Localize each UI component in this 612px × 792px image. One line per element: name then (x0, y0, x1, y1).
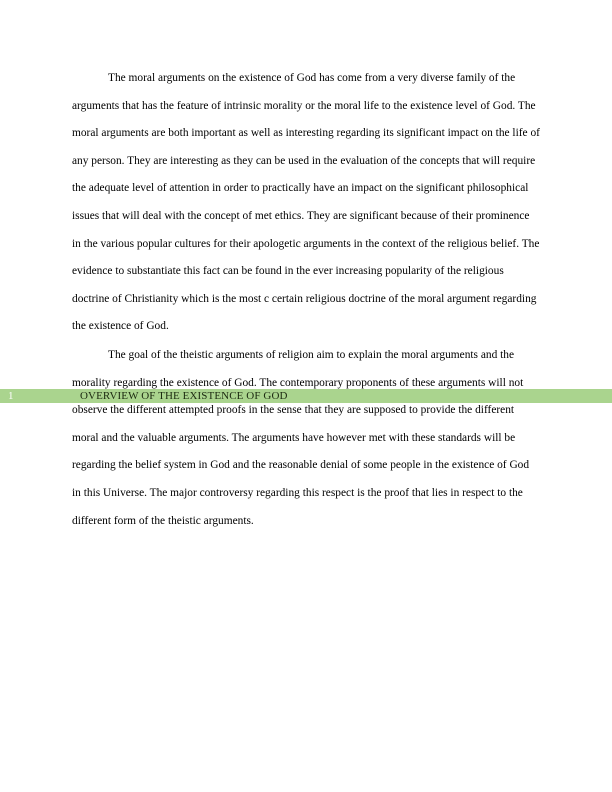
body-paragraph-1: The moral arguments on the existence of God has come from a very diverse family of the arguments that has the feature of intrinsic morality or the moral life to the existence level of God. The moral arguments are both important as well as interesting regarding its significant impact on the life of any person. They are interesting as they can be used in the evaluation of the concepts that will require the adequate level of attention in order to practically have an impact on the significant philosophical issues that will deal with the concept of met ethics. They are significant because of their prominence in the various popular cultures for their apologetic arguments in the context of the religious belief. The evidence to substantiate this fact can be found in the ever increasing popularity of the religious doctrine of Christianity which is the most c certain religious doctrine of the moral argument regarding the existence of God. (72, 72, 540, 333)
body-paragraph-2: The goal of the theistic arguments of religion aim to explain the moral arguments and the morality regarding the existence of God. The contemporary proponents of these arguments will not observe the different attempted proofs in the sense that they are supposed to provide the different moral and the valuable arguments. The arguments have however met with these standards will be regarding the belief system in God and the reasonable denial of some people in the existence of God in this Universe. The major controversy regarding this respect is the proof that lies in respect to the different form of the theistic arguments. (72, 348, 530, 527)
running-head: OVERVIEW OF THE EXISTENCE OF GOD (80, 390, 288, 402)
page-number: 1 (8, 390, 14, 402)
document-body (72, 65, 540, 535)
